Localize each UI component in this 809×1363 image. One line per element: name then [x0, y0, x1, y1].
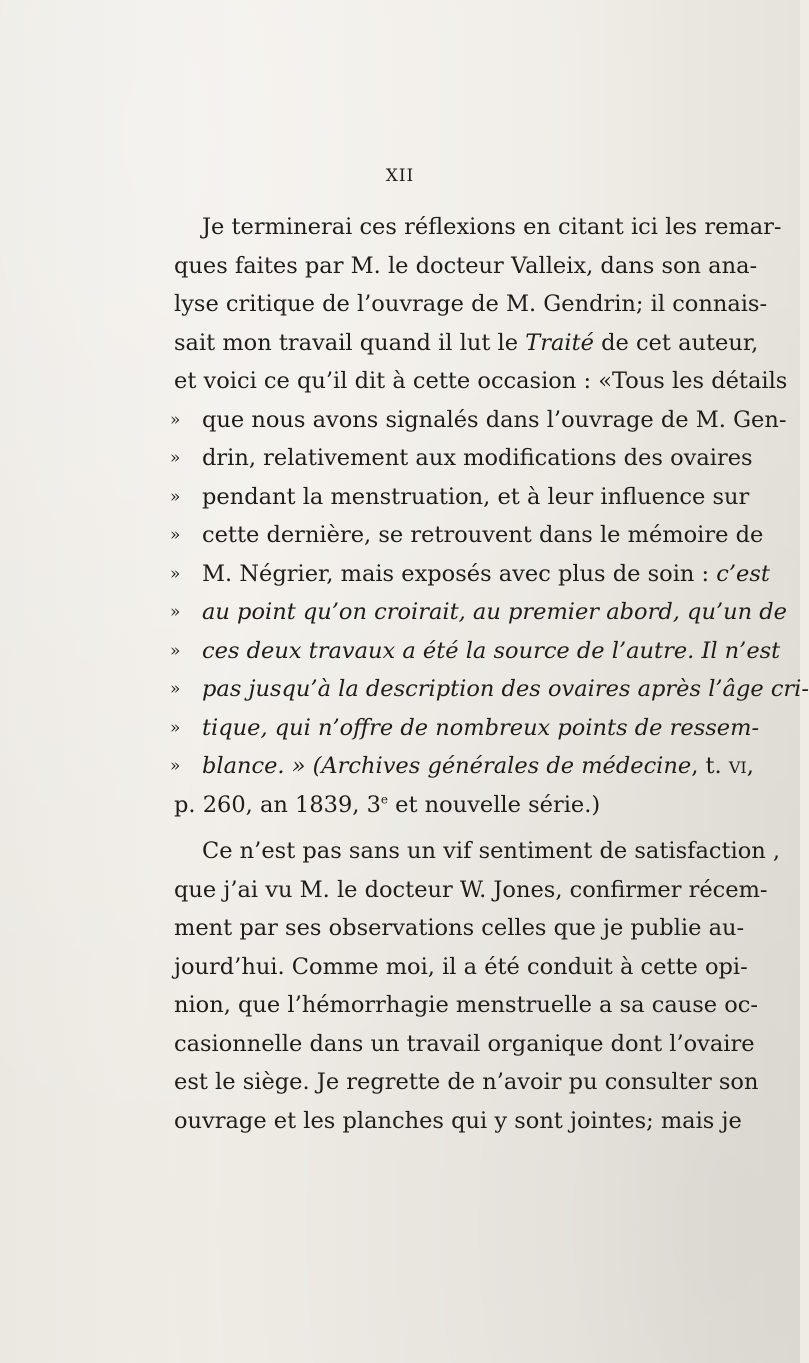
quote-line: [170, 632, 781, 671]
text-run: et nouvelle série.): [388, 791, 601, 818]
text-line: que j’ai vu M. le docteur W. Jones, confirmer récem-: [174, 876, 768, 903]
text-run: p. 260, an 1839, 3: [174, 791, 381, 818]
page-number: XII: [385, 166, 415, 186]
guillemet-mark: »: [170, 640, 181, 661]
quote-line: [170, 709, 760, 748]
text-run: M. Négrier, mais exposés avec plus de soin :: [202, 560, 717, 587]
quote-line: [170, 478, 750, 517]
text-line: Ce n’est pas sans un vif sentiment de satisfaction ,: [202, 838, 781, 864]
quote-line: [170, 670, 809, 709]
text-line: et voici ce qu’il dit à cette occasion : «Tous les détails: [174, 368, 788, 394]
guillemet-mark: »: [170, 602, 181, 622]
quote-text: drin, relativement aux modifications des ovaires: [202, 445, 753, 471]
guillemet-mark: »: [170, 525, 181, 545]
body-text: [170, 208, 809, 1140]
text-line: nion, que l’hémorrhagie menstruelle a sa cause oc-: [174, 992, 759, 1018]
quote-line: [170, 593, 787, 632]
italic-run: blance. » (: [202, 753, 322, 779]
text-line: jourd’hui. Comme moi, il a été conduit à cette opi-: [174, 953, 748, 980]
text-line: est le siège. Je regrette de n’avoir pu consulter son: [174, 1069, 759, 1095]
text-run: ,: [746, 753, 754, 779]
guillemet-mark: »: [170, 409, 181, 430]
text-line: [174, 324, 759, 363]
text-line: ques faites par M. le docteur Valleix, dans son ana-: [174, 252, 758, 279]
text-run: sait mon travail quand il lut le: [174, 329, 526, 356]
quote-text: [202, 555, 770, 594]
text-line: lyse critique de l’ouvrage de M. Gendrin; il connais-: [174, 291, 768, 317]
quote-text: tique, qui n’offre de nombreux points de ressem-: [202, 714, 760, 741]
guillemet-mark: »: [170, 679, 181, 699]
quote-text: [202, 747, 754, 786]
paragraph-1: [170, 208, 809, 824]
volume-number: vi: [728, 753, 747, 779]
italic-title: Traité: [525, 329, 594, 356]
guillemet-mark: »: [170, 448, 181, 468]
italic-run: c’est: [716, 560, 770, 587]
guillemet-mark: »: [170, 486, 181, 507]
text-run: , t.: [691, 753, 729, 779]
paragraph-gap: [174, 824, 710, 832]
superscript: e: [380, 792, 389, 806]
quote-text: ces deux travaux a été la source de l’autre. Il n’est: [202, 637, 781, 664]
guillemet-mark: »: [170, 563, 181, 584]
citation-journal: Archives générales de médecine: [321, 753, 692, 779]
text-line: casionnelle dans un travail organique dont l’ovaire: [174, 1030, 755, 1057]
quote-line: [170, 555, 770, 594]
text-run: de cet auteur,: [593, 329, 759, 356]
paragraph-2: [174, 832, 781, 1140]
guillemet-mark: »: [170, 756, 181, 776]
text-line: [174, 786, 710, 825]
quote-text: pendant la menstruation, et à leur influence sur: [202, 483, 750, 510]
quote-text: au point qu’on croirait, au premier abord, qu’un de: [202, 599, 787, 625]
guillemet-mark: »: [170, 717, 181, 738]
quote-line: [170, 516, 764, 555]
quote-text: pas jusqu’à la description des ovaires après l’âge cri-: [202, 676, 809, 702]
quote-text: que nous avons signalés dans l’ouvrage de M. Gen-: [202, 406, 787, 433]
text-line: Je terminerai ces réflexions en citant ici les remar-: [202, 214, 782, 240]
quote-line: [170, 439, 753, 478]
text-line: ment par ses observations celles que je publie au-: [174, 915, 745, 941]
quote-text: cette dernière, se retrouvent dans le mémoire de: [202, 522, 764, 548]
quote-line: [170, 401, 787, 440]
quote-line: [170, 747, 754, 786]
text-line: ouvrage et les planches qui y sont jointes; mais je: [174, 1107, 742, 1134]
